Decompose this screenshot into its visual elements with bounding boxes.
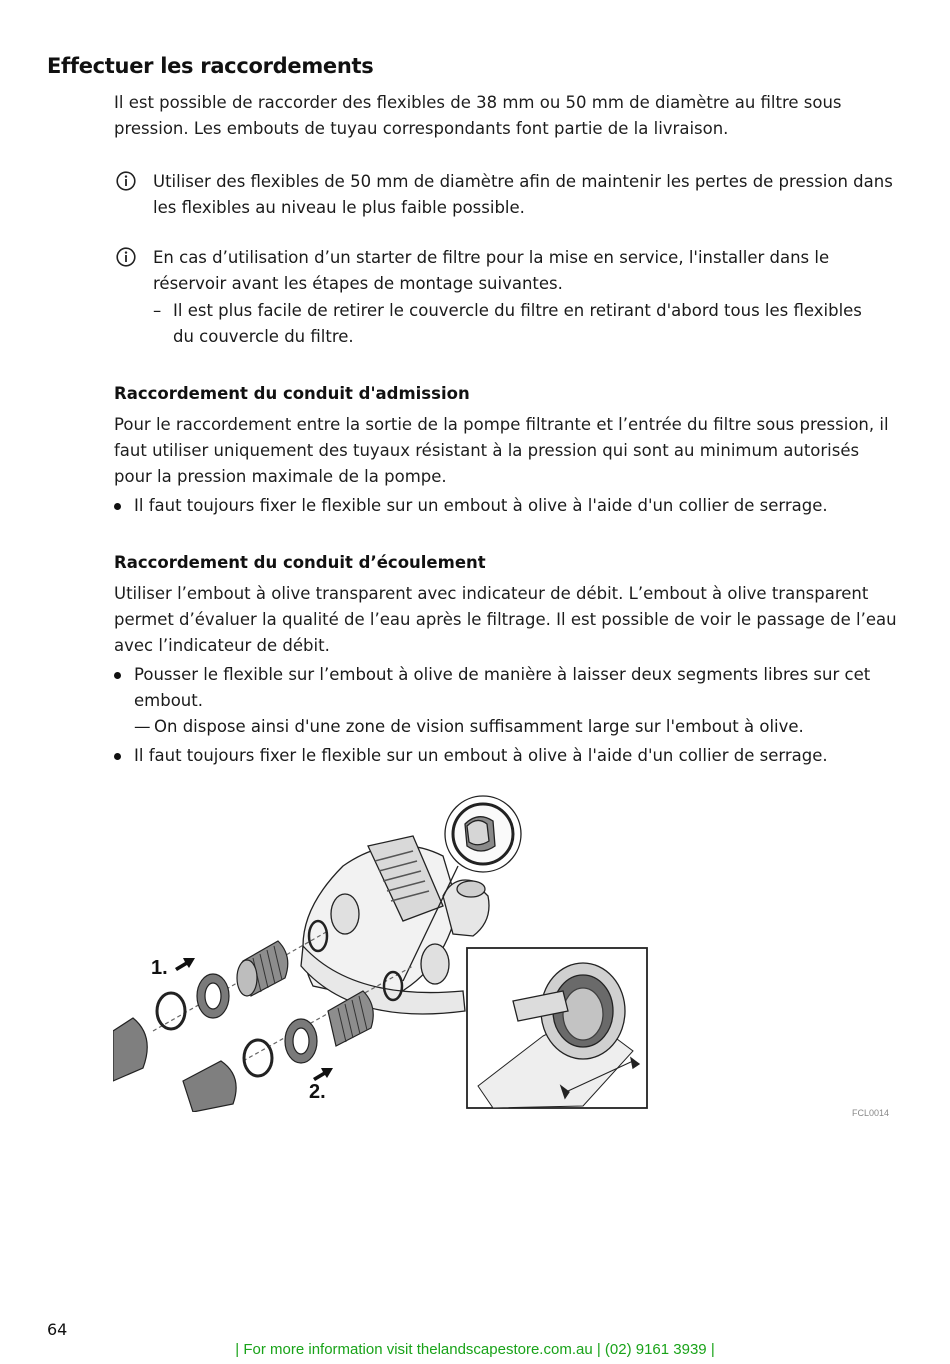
- bullet-text: Il faut toujours fixer le flexible sur un embout à olive à l'aide d'un collier de serrage.: [134, 496, 828, 515]
- bullet-dot: [114, 753, 121, 760]
- bullet-dot: [114, 672, 121, 679]
- info-icon: [116, 171, 136, 191]
- ecoulement-paragraph: Utiliser l’embout à olive transparent avec indicateur de débit. L’embout à olive transparent permet d’évaluer la qualité de l’eau après le filtrage. Il est possible de voir le passage de l’eau avec l’indicateur de débit.: [114, 584, 897, 655]
- section-heading: Effectuer les raccordements: [47, 54, 374, 78]
- connection-illustration: [113, 786, 650, 1112]
- bullet-text: Pousser le flexible sur l’embout à olive de manière à laisser deux segments libres sur cet embout.: [134, 665, 871, 710]
- page-number: 64: [47, 1320, 68, 1339]
- bullet-dot: [114, 503, 121, 510]
- note-sub-text: Il est plus facile de retirer le couvercle du filtre en retirant d'abord tous les flexibles du couvercle du filtre.: [173, 301, 862, 346]
- note-sub-item: [153, 298, 873, 350]
- bullet-text: Il faut toujours fixer le flexible sur un embout à olive à l'aide d'un collier de serrage.: [134, 746, 828, 765]
- info-icon: [116, 247, 136, 267]
- admission-paragraph: Pour le raccordement entre la sortie de la pompe filtrante et l’entrée du filtre sous pression, il faut utiliser uniquement des tuyaux résistant à la pression qui sont au minimum autorisés pour la pression maximale de la pompe.: [114, 415, 889, 486]
- info-note-1: [114, 169, 899, 221]
- dash-marker: –: [153, 301, 162, 320]
- svg-text:1.: 1.: [151, 957, 168, 979]
- figure-code: FCL0014: [852, 1108, 890, 1118]
- subsection-title-admission: Raccordement du conduit d'admission: [114, 384, 470, 403]
- bullet-item: [114, 493, 899, 519]
- intro-paragraph: Il est possible de raccorder des flexibles de 38 mm ou 50 mm de diamètre au filtre sous pression. Les embouts de tuyau correspondants font partie de la livraison.: [114, 93, 842, 138]
- info-note-text: En cas d’utilisation d’un starter de filtre pour la mise en service, l'installer dans le réservoir avant les étapes de montage suivantes.: [153, 248, 830, 293]
- bullet-sub-item: [134, 714, 874, 740]
- footer-contact: | For more information visit thelandscapestore.com.au | (02) 9161 3939 |: [235, 1341, 715, 1358]
- info-note-2: [114, 245, 899, 297]
- detail-inset: [467, 948, 647, 1108]
- subsection-title-ecoulement: Raccordement du conduit d’écoulement: [114, 553, 486, 572]
- svg-text:2.: 2.: [309, 1081, 326, 1103]
- info-note-text: Utiliser des flexibles de 50 mm de diamètre afin de maintenir les pertes de pression dans les flexibles au niveau le plus faible possible.: [153, 172, 893, 217]
- dash-marker: —: [134, 717, 151, 736]
- bullet-item: [114, 662, 899, 714]
- bullet-sub-text: On dispose ainsi d'une zone de vision suffisamment large sur l'embout à olive.: [154, 717, 804, 736]
- bullet-item: [114, 743, 899, 769]
